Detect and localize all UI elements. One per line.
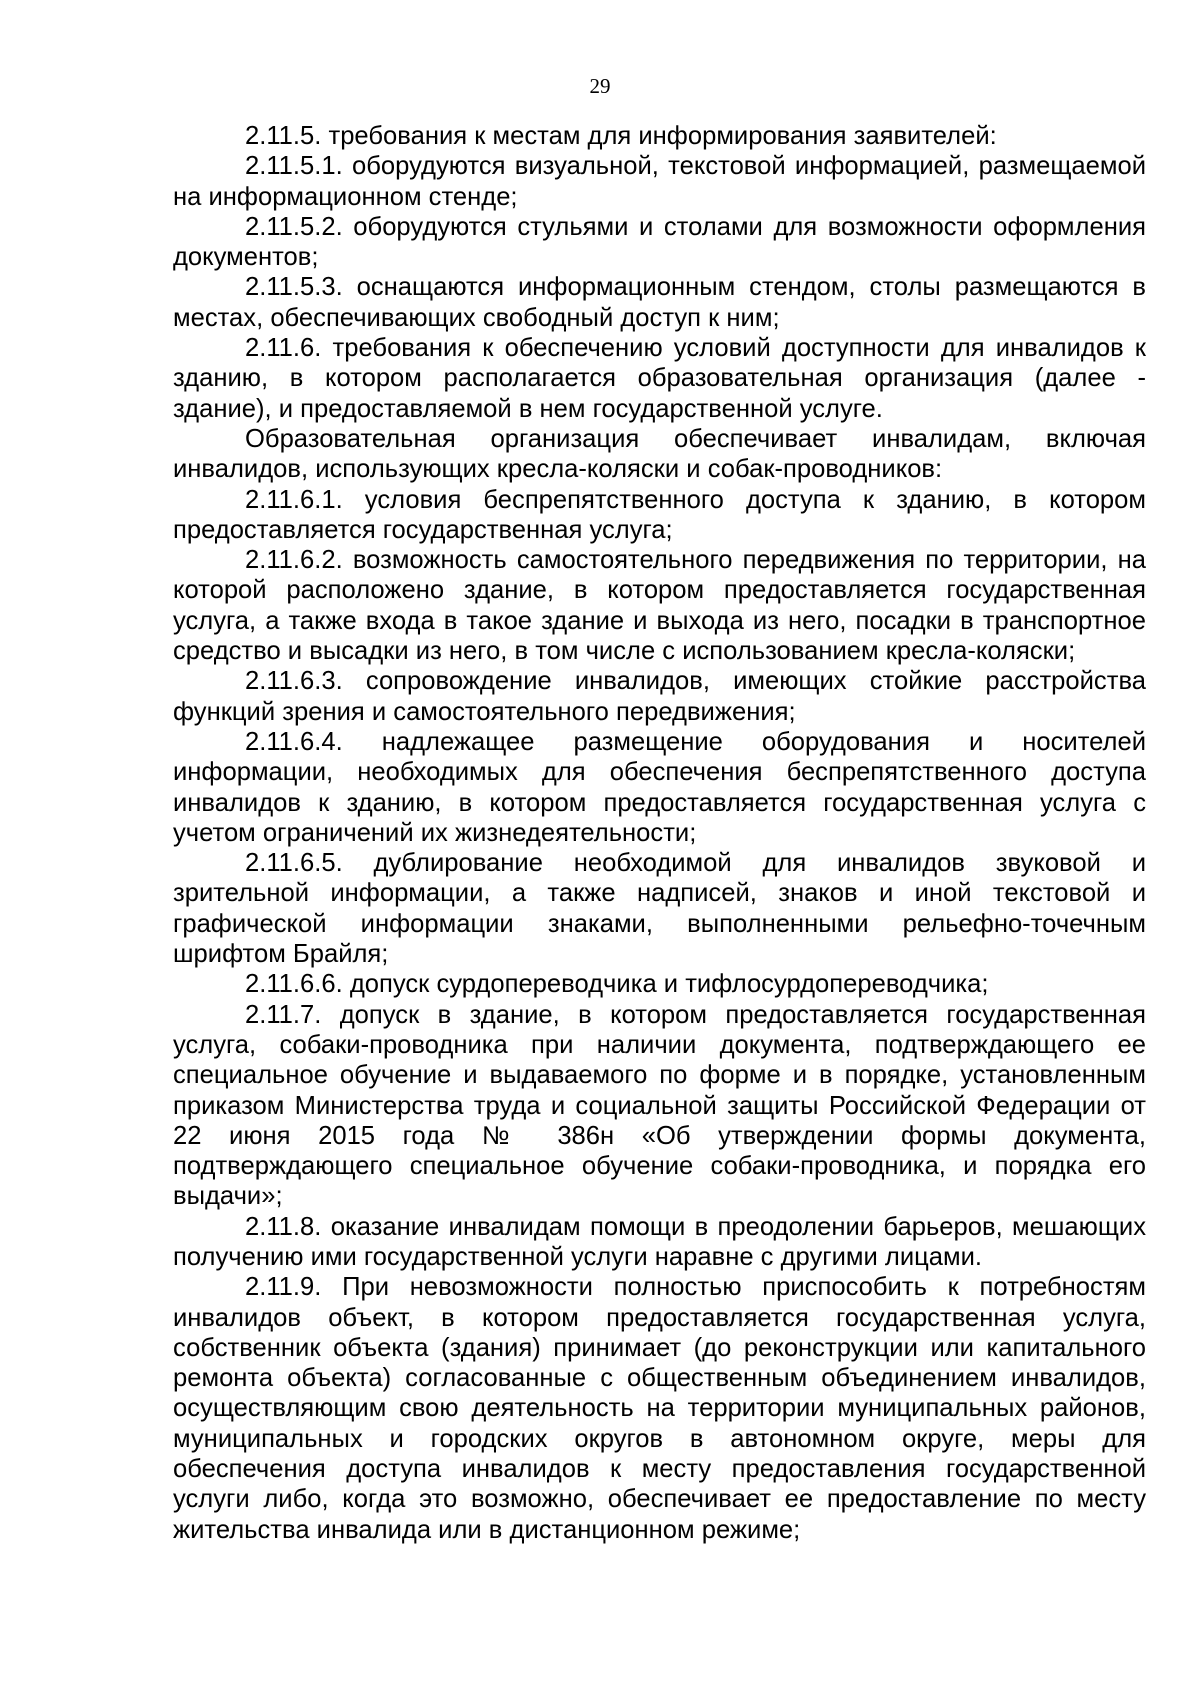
- paragraph-2-11-9: 2.11.9. При невозможности полностью приспособить к потребностям инвалидов объект, в котором предоставляется государственная услуга, собственник объекта (здания) принимает (до реконструкции или капитального ремонта объекта) согласованные с общественным объединением инвалидов, осуществляющим свою деятельность на территории муниципальных районов, муниципальных и городских округов в автономном округе, меры для обеспечения доступа инвалидов к месту предоставления государственной услуги либо, когда это возможно, обеспечивает ее предоставление по месту жительства инвалида или в дистанционном режиме;: [173, 1273, 1146, 1544]
- paragraph-2-11-6-3: 2.11.6.3. сопровождение инвалидов, имеющих стойкие расстройства функций зрения и самостоятельного передвижения;: [173, 667, 1146, 726]
- page-number: 29: [589, 74, 611, 98]
- paragraph-2-11-6-1: 2.11.6.1. условия беспрепятственного доступа к зданию, в котором предоставляется государственная услуга;: [173, 485, 1146, 544]
- paragraph-2-11-6-4: 2.11.6.4. надлежащее размещение оборудования и носителей информации, необходимых для обеспечения беспрепятственного доступа инвалидов к зданию, в котором предоставляется государственная услуга с учетом ограничений их жизнедеятельности;: [173, 727, 1146, 847]
- paragraph-2-11-6-6: 2.11.6.6. допуск сурдопереводчика и тифлосурдопереводчика;: [245, 970, 989, 999]
- paragraph-2-11-6: 2.11.6. требования к обеспечению условий доступности для инвалидов к зданию, в котором располагается образовательная организация (далее - здание), и предоставляемой в нем государственной услуге.: [173, 334, 1146, 423]
- paragraph-2-11-5: 2.11.5. требования к местам для информирования заявителей:: [245, 122, 997, 150]
- paragraph-2-11-8: 2.11.8. оказание инвалидам помощи в преодолении барьеров, мешающих получению ими государственной услуги наравне с другими лицами.: [173, 1212, 1146, 1271]
- document-body: [173, 121, 1146, 1545]
- paragraph-2-11-6-5: 2.11.6.5. дублирование необходимой для инвалидов звуковой и зрительной информации, а также надписей, знаков и иной текстовой и графической информации знаками, выполненными рельефно-точечным шрифтом Брайля;: [173, 849, 1146, 969]
- paragraph-organization-provides: Образовательная организация обеспечивает инвалидам, включая инвалидов, использующих кресла-коляски и собак-проводников:: [173, 424, 1146, 484]
- paragraph-2-11-5-2: 2.11.5.2. оборудуются стульями и столами для возможности оформления документов;: [173, 212, 1146, 272]
- paragraph-2-11-5-3: 2.11.5.3. оснащаются информационным стендом, столы размещаются в местах, обеспечивающих свободный доступ к ним;: [173, 273, 1146, 332]
- paragraph-2-11-6-2: 2.11.6.2. возможность самостоятельного передвижения по территории, на которой расположено здание, в котором предоставляется государственная услуга, а также входа в такое здание и выхода из него, посадки в транспортное средство и высадки из него, в том числе с использованием кресла-коляски;: [173, 546, 1146, 666]
- paragraph-2-11-7: 2.11.7. допуск в здание, в котором предоставляется государственная услуга, собаки-проводника при наличии документа, подтверждающего ее специальное обучение и выдаваемого по форме и в порядке, установленным приказом Министерства труда и социальной защиты Российской Федерации от 22 июня 2015 года № 386н «Об утверждении формы документа, подтверждающего специальное обучение собаки-проводника, и порядка его выдачи»;: [173, 1000, 1146, 1211]
- paragraph-2-11-5-1: 2.11.5.1. оборудуются визуальной, текстовой информацией, размещаемой на информационном стенде;: [173, 152, 1146, 211]
